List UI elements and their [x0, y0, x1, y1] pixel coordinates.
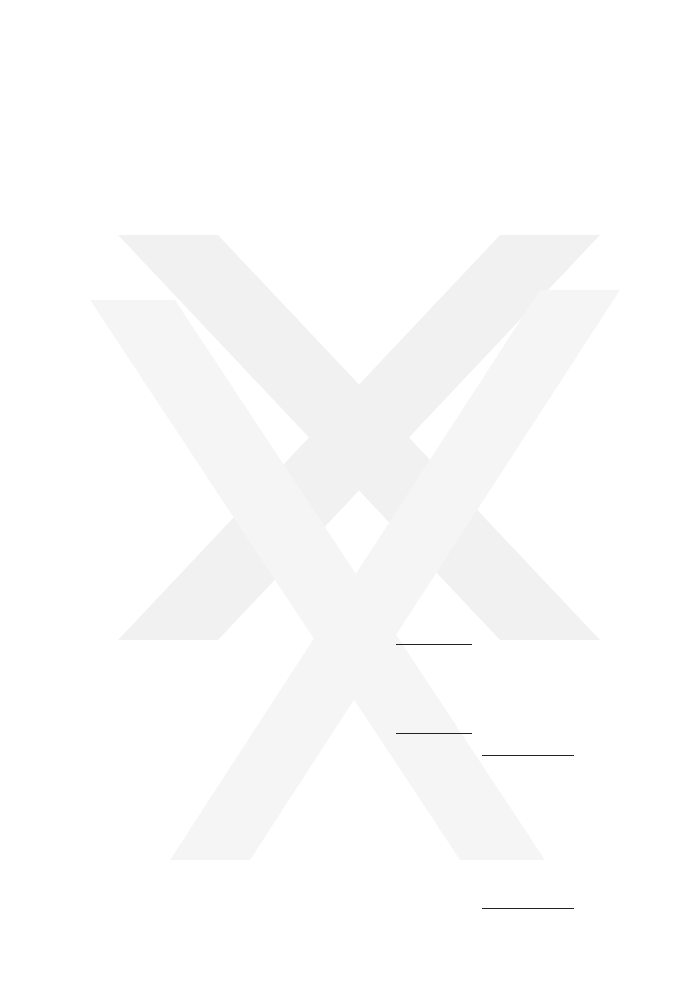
discharge-rule — [482, 908, 574, 909]
outports-rule — [396, 644, 472, 645]
total-rule — [482, 755, 574, 756]
plantations-rule — [396, 733, 472, 734]
